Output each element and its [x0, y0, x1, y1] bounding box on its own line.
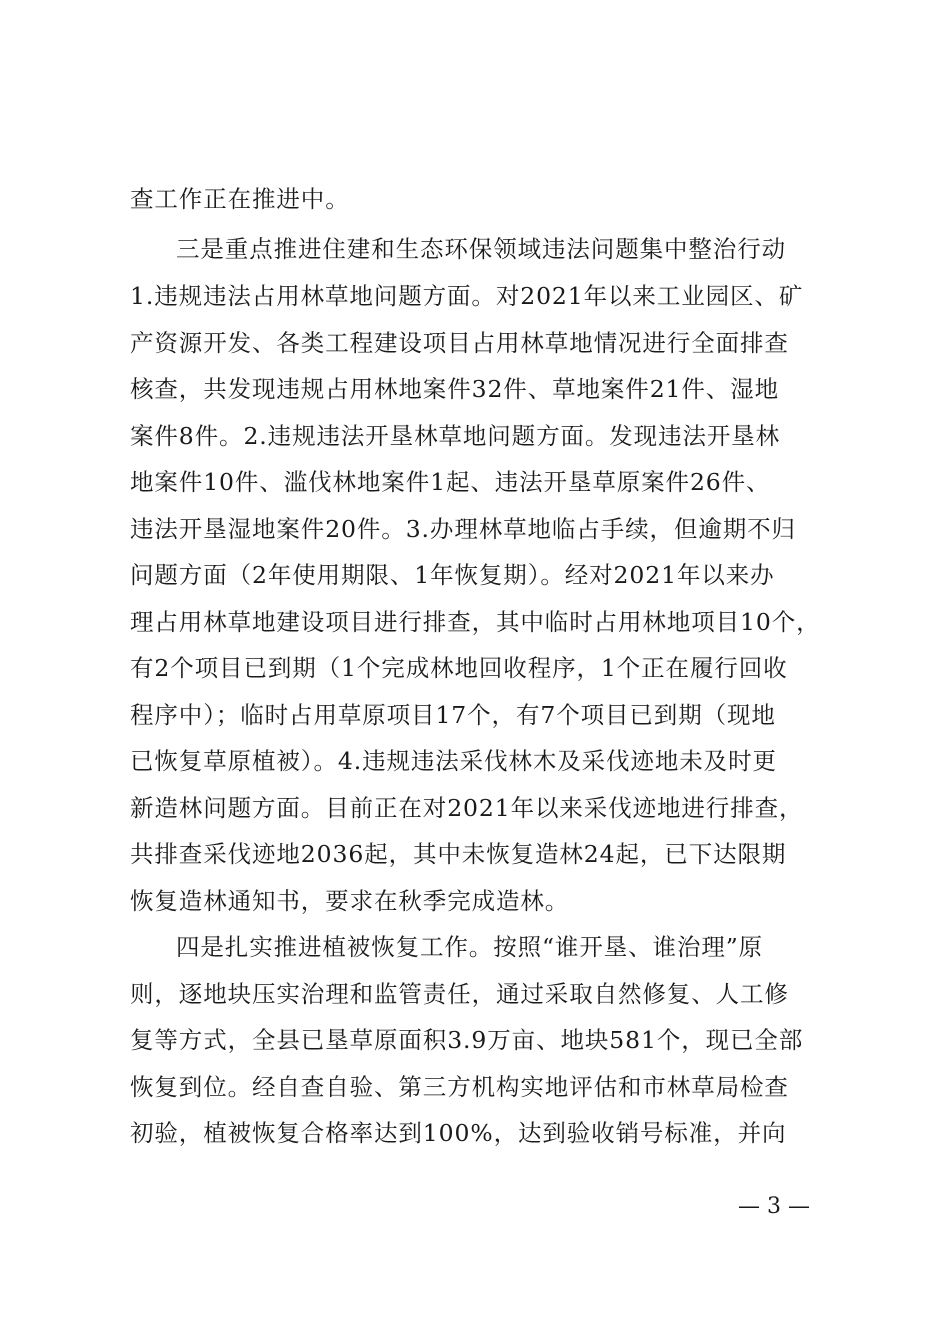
- body-text-line: 核查，共发现违规占用林地案件32件、草地案件21件、湿地: [130, 375, 780, 403]
- body-text-line: 地案件10件、滥伐林地案件1起、违法开垦草原案件26件、: [130, 468, 771, 496]
- body-text-line: 初验，植被恢复合格率达到100%，达到验收销号标准，并向: [130, 1119, 787, 1147]
- body-text-line: 有2个项目已到期（1个完成林地回收程序，1个正在履行回收: [130, 654, 788, 682]
- body-text-line: 恢复到位。经自查自验、第三方机构实地评估和市林草局检查: [130, 1073, 789, 1101]
- body-text-line: 案件8件。2.违规违法开垦林草地问题方面。发现违法开垦林: [130, 422, 781, 450]
- body-text-line: 产资源开发、各类工程建设项目占用林草地情况进行全面排查: [130, 329, 789, 357]
- body-text-line: 复等方式，全县已垦草原面积3.9万亩、地块581个，现已全部: [130, 1026, 804, 1054]
- body-text-line: 违法开垦湿地案件20件。3.办理林草地临占手续，但逾期不归: [130, 515, 796, 543]
- body-text-line: 问题方面（2年使用期限、1年恢复期）。经对2021年以来办: [130, 561, 775, 589]
- body-text-line: 恢复造林通知书，要求在秋季完成造林。: [130, 887, 570, 915]
- body-text-line: 新造林问题方面。目前正在对2021年以来采伐迹地进行排查，: [130, 794, 804, 822]
- body-text-line: 已恢复草原植被）。4.违规违法采伐林木及采伐迹地未及时更: [130, 747, 777, 775]
- paragraph-first-line: 四是扎实推进植被恢复工作。按照“谁开垦、谁治理”原: [176, 933, 764, 961]
- page-number: — 3 —: [738, 1194, 810, 1219]
- body-text-line: 1.违规违法占用林草地问题方面。对2021年以来工业园区、矿: [130, 282, 804, 310]
- body-text-line: 理占用林草地建设项目进行排查，其中临时占用林地项目10个，: [130, 608, 821, 636]
- paragraph-first-line: 三是重点推进住建和生态环保领域违法问题集中整治行动: [176, 235, 786, 263]
- body-text-line: 程序中）；临时占用草原项目17个，有7个项目已到期（现地: [130, 701, 776, 729]
- body-text-line: 查工作正在推进中。: [130, 185, 350, 213]
- body-text-line: 共排查采伐迹地2036起，其中未恢复造林24起，已下达限期: [130, 840, 787, 868]
- body-text-line: 则，逐地块压实治理和监管责任，通过采取自然修复、人工修: [130, 980, 789, 1008]
